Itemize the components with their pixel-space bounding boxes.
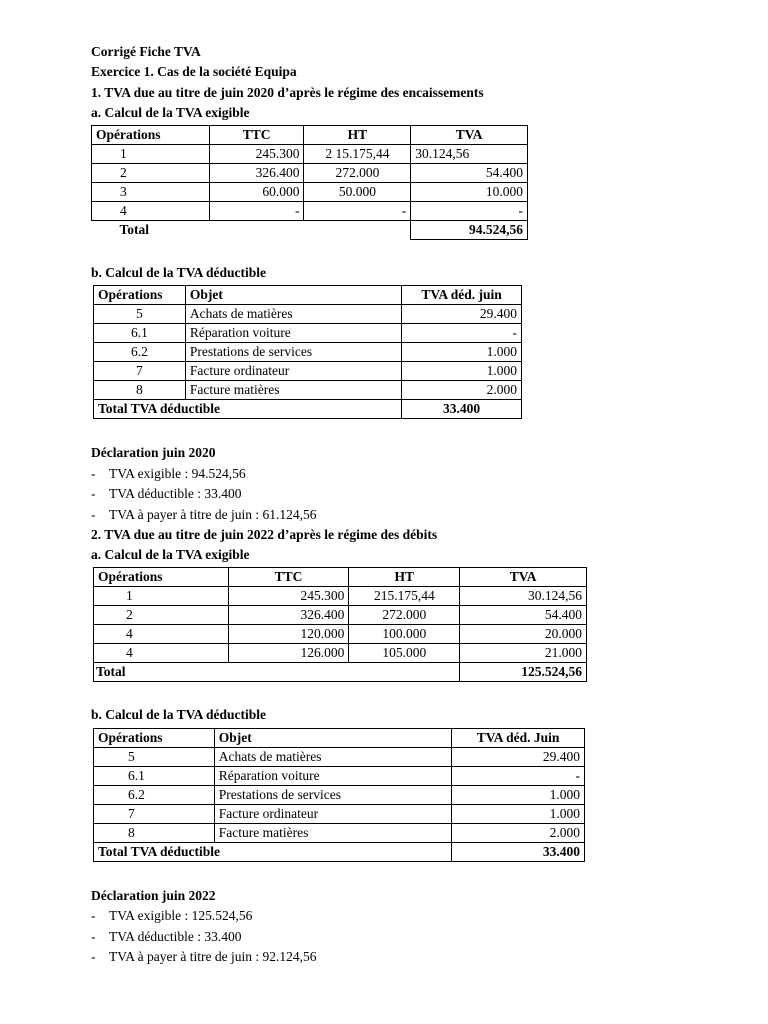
table-row (94, 343, 522, 362)
table-total-row (94, 663, 587, 682)
table-cell: 4 (92, 202, 210, 221)
table-row (94, 748, 585, 767)
total-label: Total TVA déductible (94, 843, 452, 862)
table-cell: 5 (94, 748, 215, 767)
table-tva-deductible-2022 (93, 728, 585, 862)
table-cell: 2 15.175,44 (304, 145, 411, 164)
table-row (92, 164, 528, 183)
table-cell: 5 (94, 305, 186, 324)
table-cell: 54.400 (411, 164, 528, 183)
table-cell: 30.124,56 (411, 145, 528, 164)
header-cell: Opérations (94, 286, 186, 305)
table-cell: 272.000 (349, 606, 460, 625)
table-cell: 2.000 (452, 824, 585, 843)
table-tva-deductible-2020 (93, 285, 522, 419)
table-total-row (94, 400, 522, 419)
table-cell: Facture ordinateur (214, 805, 451, 824)
table-cell: Réparation voiture (214, 767, 451, 786)
table-row (94, 767, 585, 786)
table-row (94, 606, 587, 625)
header-cell: Opérations (94, 568, 229, 587)
table-row (94, 362, 522, 381)
table-cell: - (452, 767, 585, 786)
table-cell: 6.1 (94, 767, 215, 786)
header-cell: Opérations (92, 126, 210, 145)
header-cell: HT (304, 126, 411, 145)
table-header-row (94, 286, 522, 305)
section-2-a-title: a. Calcul de la TVA exigible (91, 547, 250, 562)
declaration-item: - TVA exigible : 125.524,56 (91, 908, 253, 923)
total-label: Total (92, 221, 411, 240)
table-cell: 1.000 (402, 362, 522, 381)
table-cell: Prestations de services (214, 786, 451, 805)
table-cell: 2 (92, 164, 210, 183)
table-cell: 245.300 (228, 587, 349, 606)
table-cell: 326.400 (228, 606, 349, 625)
table-cell: 1.000 (402, 343, 522, 362)
table-row (92, 202, 528, 221)
table-cell: 105.000 (349, 644, 460, 663)
table-cell: - (402, 324, 522, 343)
table-cell: 272.000 (304, 164, 411, 183)
table-row (94, 805, 585, 824)
table-cell: 100.000 (349, 625, 460, 644)
table-cell: Facture ordinateur (185, 362, 401, 381)
header-cell: TVA (460, 568, 587, 587)
header-cell: TTC (228, 568, 349, 587)
table-cell: 1 (92, 145, 210, 164)
table-header-row (94, 568, 587, 587)
table-cell: 6.2 (94, 786, 215, 805)
header-cell: Objet (185, 286, 401, 305)
table-cell: 4 (94, 625, 229, 644)
table-cell: 6.1 (94, 324, 186, 343)
table-cell: - (411, 202, 528, 221)
table-cell: 215.175,44 (349, 587, 460, 606)
table-header-row (94, 729, 585, 748)
section-2-title: 2. TVA due au titre de juin 2022 d’après le régime des débits (91, 527, 438, 542)
total-label: Total TVA déductible (94, 400, 402, 419)
table-cell: Réparation voiture (185, 324, 401, 343)
table-row (94, 786, 585, 805)
table-cell: 245.300 (209, 145, 304, 164)
table-cell: 60.000 (209, 183, 304, 202)
total-value: 33.400 (402, 400, 522, 419)
exercise-title: Exercice 1. Cas de la société Equipa (91, 64, 297, 79)
header-cell: TTC (209, 126, 304, 145)
table-cell: 2.000 (402, 381, 522, 400)
declaration-item: - TVA à payer à titre de juin : 61.124,56 (91, 507, 317, 522)
table-cell: 1.000 (452, 786, 585, 805)
table-cell: 7 (94, 805, 215, 824)
header-cell: TVA (411, 126, 528, 145)
table-cell: Prestations de services (185, 343, 401, 362)
table-cell: Facture matières (185, 381, 401, 400)
total-value: 33.400 (452, 843, 585, 862)
table-total-row (92, 221, 528, 240)
header-cell: TVA déd. Juin (452, 729, 585, 748)
table-row (94, 625, 587, 644)
total-value: 94.524,56 (411, 221, 528, 240)
declaration-item: - TVA à payer à titre de juin : 92.124,56 (91, 949, 317, 964)
table-cell: Facture matières (214, 824, 451, 843)
total-value: 125.524,56 (460, 663, 587, 682)
table-row (92, 145, 528, 164)
table-cell: 126.000 (228, 644, 349, 663)
table-cell: Achats de matières (214, 748, 451, 767)
table-cell: 2 (94, 606, 229, 625)
section-2-b-title: b. Calcul de la TVA déductible (91, 707, 267, 722)
table-cell: 8 (94, 381, 186, 400)
table-tva-exigible-2020 (91, 125, 528, 240)
table-cell: 29.400 (402, 305, 522, 324)
table-header-row (92, 126, 528, 145)
table-cell: 21.000 (460, 644, 587, 663)
header-cell: Objet (214, 729, 451, 748)
total-label: Total (94, 663, 460, 682)
declaration-2020-title: Déclaration juin 2020 (91, 445, 216, 460)
declaration-item: - TVA déductible : 33.400 (91, 929, 242, 944)
table-row (94, 644, 587, 663)
header-cell: Opérations (94, 729, 215, 748)
table-cell: 10.000 (411, 183, 528, 202)
document-title: Corrigé Fiche TVA (91, 44, 201, 59)
table-row (94, 324, 522, 343)
table-cell: 1 (94, 587, 229, 606)
table-row (92, 183, 528, 202)
table-cell: 29.400 (452, 748, 585, 767)
table-cell: 4 (94, 644, 229, 663)
table-row (94, 824, 585, 843)
table-cell: - (304, 202, 411, 221)
table-cell: 54.400 (460, 606, 587, 625)
declaration-item: - TVA exigible : 94.524,56 (91, 466, 246, 481)
table-cell: 3 (92, 183, 210, 202)
table-cell: 326.400 (209, 164, 304, 183)
table-row (94, 381, 522, 400)
table-row (94, 587, 587, 606)
table-tva-exigible-2022 (93, 567, 587, 682)
table-cell: - (209, 202, 304, 221)
table-cell: 50.000 (304, 183, 411, 202)
header-cell: TVA déd. juin (402, 286, 522, 305)
table-total-row (94, 843, 585, 862)
table-cell: 20.000 (460, 625, 587, 644)
table-row (94, 305, 522, 324)
declaration-item: - TVA déductible : 33.400 (91, 486, 242, 501)
section-1-title: 1. TVA due au titre de juin 2020 d’après le régime des encaissements (91, 85, 484, 100)
header-cell: HT (349, 568, 460, 587)
table-cell: 6.2 (94, 343, 186, 362)
table-cell: 1.000 (452, 805, 585, 824)
table-cell: 8 (94, 824, 215, 843)
table-cell: 120.000 (228, 625, 349, 644)
section-1-a-title: a. Calcul de la TVA exigible (91, 105, 250, 120)
table-cell: 30.124,56 (460, 587, 587, 606)
section-1-b-title: b. Calcul de la TVA déductible (91, 265, 267, 280)
table-cell: 7 (94, 362, 186, 381)
table-cell: Achats de matières (185, 305, 401, 324)
declaration-2022-title: Déclaration juin 2022 (91, 888, 216, 903)
